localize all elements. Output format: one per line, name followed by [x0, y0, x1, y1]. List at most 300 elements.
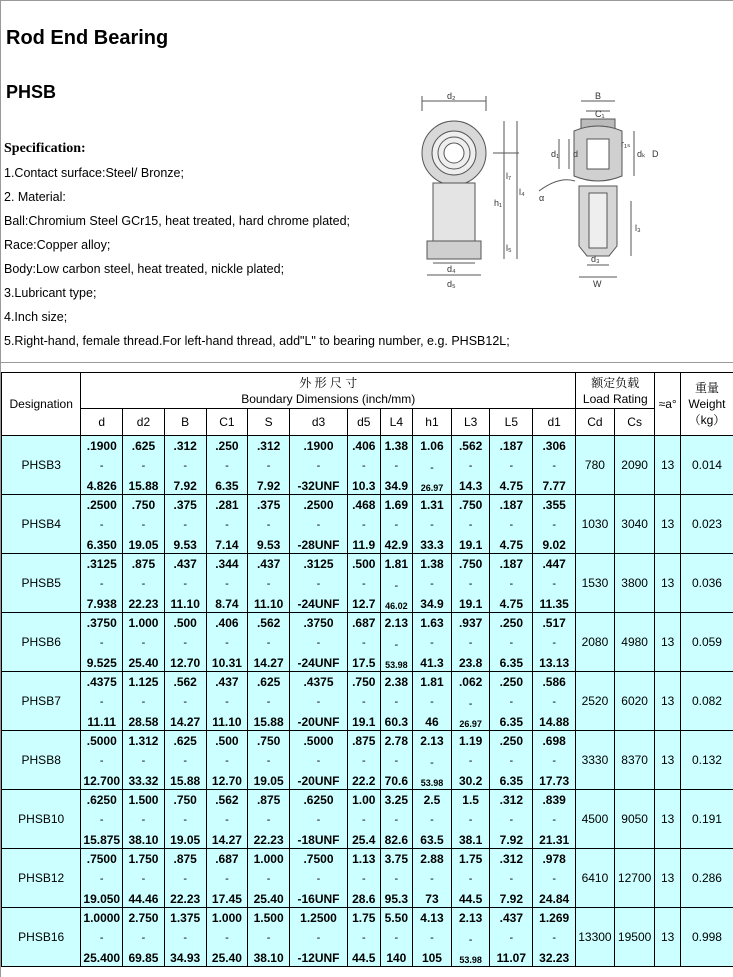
- mm-value: 25.4: [352, 833, 376, 847]
- inch-value: .312: [499, 793, 524, 807]
- weight-cell: 0.059: [680, 613, 733, 672]
- mm-value: 7.92: [499, 833, 524, 847]
- inch-value: .750: [458, 498, 483, 512]
- mm-value: -20UNF: [297, 774, 340, 788]
- angle-cell: 13: [655, 849, 680, 908]
- dimension-cell: [380, 731, 413, 790]
- separator-dash: -: [394, 814, 399, 826]
- separator-dash: -: [316, 519, 321, 531]
- mm-value: 15.88: [170, 774, 201, 788]
- mm-value: 7.77: [542, 479, 566, 493]
- load-cd-cell: 2520: [576, 672, 615, 731]
- load-cs-cell: 3040: [614, 495, 655, 554]
- dimension-cell: [248, 554, 290, 613]
- dimension-cell: [206, 554, 248, 613]
- mm-value: 24.84: [539, 892, 570, 906]
- column-header-cs: Cs: [614, 409, 655, 436]
- inch-value: 4.13: [420, 911, 444, 925]
- dimension-cell: [206, 495, 248, 554]
- mm-value: 9.525: [86, 656, 117, 670]
- dimension-cell: [380, 495, 413, 554]
- angle-cell: 13: [655, 495, 680, 554]
- dimension-cell: [206, 436, 248, 495]
- separator-dash: -: [99, 873, 104, 885]
- inch-value: .562: [458, 439, 483, 453]
- dimension-cell: [289, 731, 347, 790]
- mm-value: 53.98: [459, 955, 482, 965]
- designation-cell: PHSB4: [2, 495, 81, 554]
- mm-value: 95.3: [384, 892, 409, 906]
- separator-dash: -: [361, 460, 366, 472]
- table-row: [2, 672, 733, 731]
- mm-value: 14.27: [211, 833, 242, 847]
- separator-dash: -: [266, 814, 271, 826]
- inch-value: 1.2500: [300, 911, 337, 925]
- mm-value: 32.23: [539, 951, 570, 965]
- dimension-cell: [164, 731, 206, 790]
- dimension-cell: [248, 436, 290, 495]
- mm-value: 53.98: [385, 660, 408, 670]
- load-cd-cell: 13300: [576, 908, 615, 967]
- inch-value: 3.25: [384, 793, 409, 807]
- mm-value: 82.6: [384, 833, 409, 847]
- dimension-cell: [123, 436, 165, 495]
- dimension-cell: [533, 731, 576, 790]
- inch-value: .937: [458, 616, 483, 630]
- inch-value: .187: [499, 557, 524, 571]
- separator-dash: -: [361, 519, 366, 531]
- svg-text:d₁: d₁: [551, 149, 560, 159]
- dimension-cell: [164, 672, 206, 731]
- separator-dash: -: [509, 637, 514, 649]
- separator-dash: -: [225, 519, 229, 531]
- mm-value: 12.70: [211, 774, 242, 788]
- weight-cell: 0.998: [680, 908, 733, 967]
- weight-cell: 0.286: [680, 849, 733, 908]
- svg-text:D: D: [652, 149, 659, 159]
- inch-value: 2.38: [384, 675, 409, 689]
- mm-value: 4.75: [499, 479, 524, 493]
- load-header-en: Load Rating: [582, 391, 648, 406]
- inch-value: 2.750: [128, 911, 159, 925]
- inch-value: .875: [173, 852, 197, 866]
- dimension-cell: [451, 436, 490, 495]
- inch-value: .250: [215, 439, 239, 453]
- column-header-l4: L4: [380, 409, 413, 436]
- model-title: PHSB: [6, 82, 57, 102]
- dimension-cell: [533, 908, 576, 967]
- mm-value: 53.98: [420, 778, 444, 788]
- inch-value: 2.13: [458, 911, 483, 925]
- inch-value: .562: [173, 675, 197, 689]
- angle-cell: 13: [655, 908, 680, 967]
- separator-dash: -: [361, 637, 366, 649]
- inch-value: .4375: [86, 675, 117, 689]
- dimension-cell: [248, 731, 290, 790]
- separator-dash: -: [266, 637, 271, 649]
- inch-value: .344: [215, 557, 239, 571]
- inch-value: 1.000: [211, 911, 242, 925]
- separator-dash: -: [183, 637, 188, 649]
- weight-header: [680, 373, 733, 436]
- dimension-cell: [289, 908, 347, 967]
- separator-dash: -: [468, 934, 473, 946]
- separator-dash: -: [141, 696, 146, 708]
- mm-value: -18UNF: [297, 833, 340, 847]
- dimension-cell: [490, 849, 533, 908]
- dimension-cell: [380, 672, 413, 731]
- inch-value: .687: [352, 616, 376, 630]
- separator-dash: -: [183, 873, 188, 885]
- dimension-cell: [206, 613, 248, 672]
- mm-value: -24UNF: [297, 597, 340, 611]
- separator-dash: -: [394, 519, 399, 531]
- column-header-d5: d5: [348, 409, 381, 436]
- separator-dash: -: [266, 932, 271, 944]
- separator-dash: -: [183, 696, 188, 708]
- mm-value: 105: [421, 951, 442, 965]
- separator-dash: -: [183, 755, 188, 767]
- inch-value: 1.000: [253, 852, 284, 866]
- column-header-d2: d2: [123, 409, 165, 436]
- dimension-cell: [490, 436, 533, 495]
- separator-dash: -: [225, 932, 229, 944]
- separator-dash: -: [316, 696, 321, 708]
- mm-value: 15.88: [253, 715, 284, 729]
- mm-value: 26.97: [459, 719, 482, 729]
- table-row: [2, 731, 733, 790]
- load-cd-cell: 4500: [576, 790, 615, 849]
- dimension-cell: [348, 790, 381, 849]
- dimension-cell: [81, 908, 123, 967]
- weight-header-cn: 重量: [694, 381, 719, 395]
- separator-dash: -: [361, 814, 366, 826]
- separator-dash: -: [316, 755, 321, 767]
- bearing-drawing: [409, 91, 674, 291]
- svg-text:l₅: l₅: [506, 243, 512, 253]
- load-cd-cell: 1030: [576, 495, 615, 554]
- separator-dash: -: [509, 932, 514, 944]
- separator-dash: -: [552, 814, 556, 826]
- dimension-cell: [533, 554, 576, 613]
- dimension-cell: [451, 731, 490, 790]
- svg-text:r₁ₛ: r₁ₛ: [621, 139, 631, 149]
- angle-cell: 13: [655, 436, 680, 495]
- mm-value: 7.14: [215, 538, 239, 552]
- separator-dash: -: [430, 637, 434, 649]
- dimension-cell: [348, 436, 381, 495]
- inch-value: .750: [352, 675, 376, 689]
- designation-cell: PHSB16: [2, 908, 81, 967]
- mm-value: 46: [425, 715, 439, 729]
- dimension-cell: [451, 613, 490, 672]
- mm-value: 8.74: [215, 597, 239, 611]
- inch-value: .437: [256, 557, 281, 571]
- dimension-cell: [123, 908, 165, 967]
- separator-dash: -: [468, 578, 473, 590]
- inch-value: .3125: [303, 557, 334, 571]
- inch-value: .250: [499, 616, 524, 630]
- mm-value: 11.07: [496, 951, 527, 965]
- separator-dash: -: [552, 637, 556, 649]
- separator-dash: -: [430, 462, 434, 474]
- mm-value: 6.35: [499, 774, 524, 788]
- page-title: Rod End Bearing: [6, 27, 169, 49]
- mm-value: 7.92: [256, 479, 281, 493]
- angle-cell: 13: [655, 554, 680, 613]
- dimension-cell: [348, 672, 381, 731]
- inch-value: 1.31: [420, 498, 444, 512]
- separator-dash: -: [468, 814, 473, 826]
- mm-value: 44.5: [352, 951, 376, 965]
- inch-value: .3750: [86, 616, 117, 630]
- separator-dash: -: [509, 519, 514, 531]
- separator-dash: -: [509, 578, 514, 590]
- inch-value: .875: [256, 793, 281, 807]
- weight-cell: 0.023: [680, 495, 733, 554]
- mm-value: 23.8: [458, 656, 483, 670]
- mm-value: 6.350: [86, 538, 117, 552]
- separator-dash: -: [99, 814, 104, 826]
- mm-value: 11.11: [87, 715, 117, 729]
- load-cd-cell: 6410: [576, 849, 615, 908]
- load-cs-cell: 2090: [614, 436, 655, 495]
- mm-value: -12UNF: [297, 951, 340, 965]
- separator-dash: -: [225, 814, 229, 826]
- inch-value: 1.125: [128, 675, 159, 689]
- mm-value: 30.2: [458, 774, 483, 788]
- separator-dash: -: [468, 873, 473, 885]
- designation-header: Designation: [2, 373, 81, 436]
- inch-value: .187: [499, 439, 524, 453]
- dimension-cell: [533, 672, 576, 731]
- mm-value: 41.3: [420, 656, 444, 670]
- inch-value: .4375: [303, 675, 334, 689]
- load-cs-cell: 4980: [614, 613, 655, 672]
- mm-value: 63.5: [420, 833, 444, 847]
- load-cd-cell: 3330: [576, 731, 615, 790]
- separator-dash: -: [266, 578, 271, 590]
- separator-dash: -: [266, 755, 271, 767]
- mm-value: 19.1: [458, 538, 483, 552]
- angle-cell: 13: [655, 613, 680, 672]
- mm-value: 21.31: [539, 833, 570, 847]
- mm-value: 46.02: [385, 601, 408, 611]
- svg-text:C₁: C₁: [595, 109, 605, 119]
- dimension-cell: [206, 672, 248, 731]
- mm-value: 19.1: [458, 597, 483, 611]
- dimension-cell: [451, 849, 490, 908]
- weight-header-unit: （kg）: [688, 413, 726, 427]
- load-header-cn: 额定负载: [591, 375, 640, 390]
- mm-value: 34.9: [384, 479, 409, 493]
- angle-cell: 13: [655, 672, 680, 731]
- dimension-cell: [490, 554, 533, 613]
- column-header-l3: L3: [451, 409, 490, 436]
- weight-header-en: Weight: [688, 397, 726, 411]
- inch-value: 5.50: [384, 911, 409, 925]
- table-row: [2, 849, 733, 908]
- inch-value: .406: [215, 616, 239, 630]
- dimension-cell: [451, 908, 490, 967]
- inch-value: .5000: [303, 734, 334, 748]
- designation-cell: PHSB12: [2, 849, 81, 908]
- dimension-cell: [380, 613, 413, 672]
- dimension-cell: [380, 790, 413, 849]
- separator-dash: -: [509, 696, 514, 708]
- mm-value: 38.1: [458, 833, 483, 847]
- mm-value: 33.3: [420, 538, 444, 552]
- load-cs-cell: 12700: [614, 849, 655, 908]
- designation-cell: PHSB10: [2, 790, 81, 849]
- svg-text:W: W: [593, 279, 602, 289]
- dimension-cell: [533, 790, 576, 849]
- mm-value: 9.02: [542, 538, 566, 552]
- dimension-cell: [81, 613, 123, 672]
- dimension-cell: [123, 495, 165, 554]
- mm-value: -20UNF: [297, 715, 340, 729]
- inch-value: .3750: [303, 616, 334, 630]
- separator-dash: -: [99, 755, 104, 767]
- mm-value: 14.88: [539, 715, 570, 729]
- svg-text:h₁: h₁: [494, 198, 503, 208]
- separator-dash: -: [266, 873, 271, 885]
- dimension-cell: [81, 554, 123, 613]
- mm-value: 12.700: [83, 774, 121, 788]
- inch-value: .6250: [86, 793, 117, 807]
- separator-dash: -: [394, 580, 399, 592]
- inch-value: 2.5: [423, 793, 441, 807]
- mm-value: 12.70: [170, 656, 201, 670]
- separator-dash: -: [552, 696, 556, 708]
- dimension-cell: [123, 672, 165, 731]
- inch-value: .500: [215, 734, 239, 748]
- inch-value: 3.75: [384, 852, 409, 866]
- dimension-cell: [413, 613, 452, 672]
- inch-value: .750: [256, 734, 281, 748]
- separator-dash: -: [430, 873, 434, 885]
- dimension-cell: [248, 908, 290, 967]
- angle-cell: 13: [655, 731, 680, 790]
- mm-value: 44.46: [128, 892, 159, 906]
- dimension-cell: [289, 849, 347, 908]
- dimension-cell: [413, 672, 452, 731]
- mm-value: 25.40: [253, 892, 284, 906]
- dimension-cell: [206, 908, 248, 967]
- separator-dash: -: [430, 519, 434, 531]
- dimension-cell: [81, 731, 123, 790]
- inch-value: 2.13: [420, 734, 444, 748]
- dimension-cell: [164, 495, 206, 554]
- column-header-d: d: [81, 409, 123, 436]
- mm-value: 12.7: [352, 597, 376, 611]
- dimension-cell: [490, 495, 533, 554]
- inch-value: 1.00: [352, 793, 376, 807]
- inch-value: .750: [173, 793, 197, 807]
- designation-cell: PHSB8: [2, 731, 81, 790]
- separator-dash: -: [99, 637, 104, 649]
- separator-dash: -: [316, 814, 321, 826]
- mm-value: 9.53: [256, 538, 281, 552]
- mm-value: 4.826: [86, 479, 117, 493]
- separator-dash: -: [430, 814, 434, 826]
- separator-dash: -: [430, 578, 434, 590]
- dimension-cell: [164, 554, 206, 613]
- dimension-cell: [413, 790, 452, 849]
- mm-value: 14.27: [170, 715, 201, 729]
- separator-dash: -: [468, 460, 473, 472]
- separator-dash: -: [141, 755, 146, 767]
- dimension-cell: [490, 613, 533, 672]
- load-cd-cell: 780: [576, 436, 615, 495]
- mm-value: 19.05: [128, 538, 159, 552]
- svg-text:d₂: d₂: [447, 91, 456, 101]
- separator-dash: -: [552, 578, 556, 590]
- mm-value: 7.92: [173, 479, 197, 493]
- separator-dash: -: [99, 519, 104, 531]
- separator-dash: -: [99, 578, 104, 590]
- mm-value: -24UNF: [297, 656, 340, 670]
- inch-value: .312: [499, 852, 524, 866]
- separator-dash: -: [552, 519, 556, 531]
- inch-value: 1.500: [128, 793, 159, 807]
- separator-dash: -: [430, 696, 434, 708]
- inch-value: .698: [542, 734, 566, 748]
- separator-dash: -: [509, 460, 514, 472]
- separator-dash: -: [99, 460, 104, 472]
- separator-dash: -: [430, 932, 434, 944]
- spec-line: 3.Lubricant type;: [4, 286, 97, 300]
- separator-dash: -: [266, 460, 271, 472]
- mm-value: 14.3: [458, 479, 483, 493]
- designation-cell: PHSB6: [2, 613, 81, 672]
- dimension-cell: [289, 672, 347, 731]
- inch-value: 1.75: [458, 852, 483, 866]
- dimension-cell: [248, 849, 290, 908]
- separator-dash: -: [141, 932, 146, 944]
- mm-value: 11.10: [253, 597, 284, 611]
- inch-value: 2.88: [420, 852, 444, 866]
- separator-dash: -: [394, 696, 399, 708]
- inch-value: .437: [173, 557, 197, 571]
- mm-value: 19.05: [253, 774, 284, 788]
- separator-dash: -: [183, 519, 188, 531]
- inch-value: 1.19: [458, 734, 483, 748]
- dimension-cell: [533, 613, 576, 672]
- dimension-cell: [451, 790, 490, 849]
- dimension-cell: [490, 731, 533, 790]
- mm-value: 17.5: [352, 656, 376, 670]
- mm-value: 14.27: [253, 656, 284, 670]
- dimension-cell: [533, 849, 576, 908]
- table-row: [2, 908, 733, 967]
- dimension-cell: [164, 908, 206, 967]
- mm-value: 28.58: [128, 715, 159, 729]
- table-row: [2, 495, 733, 554]
- mm-value: 70.6: [384, 774, 409, 788]
- dimension-cell: [413, 554, 452, 613]
- load-cd-cell: 2080: [576, 613, 615, 672]
- separator-dash: -: [99, 932, 104, 944]
- svg-text:B: B: [595, 91, 602, 101]
- dimension-cell: [81, 849, 123, 908]
- separator-dash: -: [266, 696, 271, 708]
- boundary-header: [81, 373, 576, 409]
- load-cs-cell: 8370: [614, 731, 655, 790]
- inch-value: 1.750: [128, 852, 159, 866]
- separator-dash: -: [361, 755, 366, 767]
- mm-value: 22.23: [170, 892, 201, 906]
